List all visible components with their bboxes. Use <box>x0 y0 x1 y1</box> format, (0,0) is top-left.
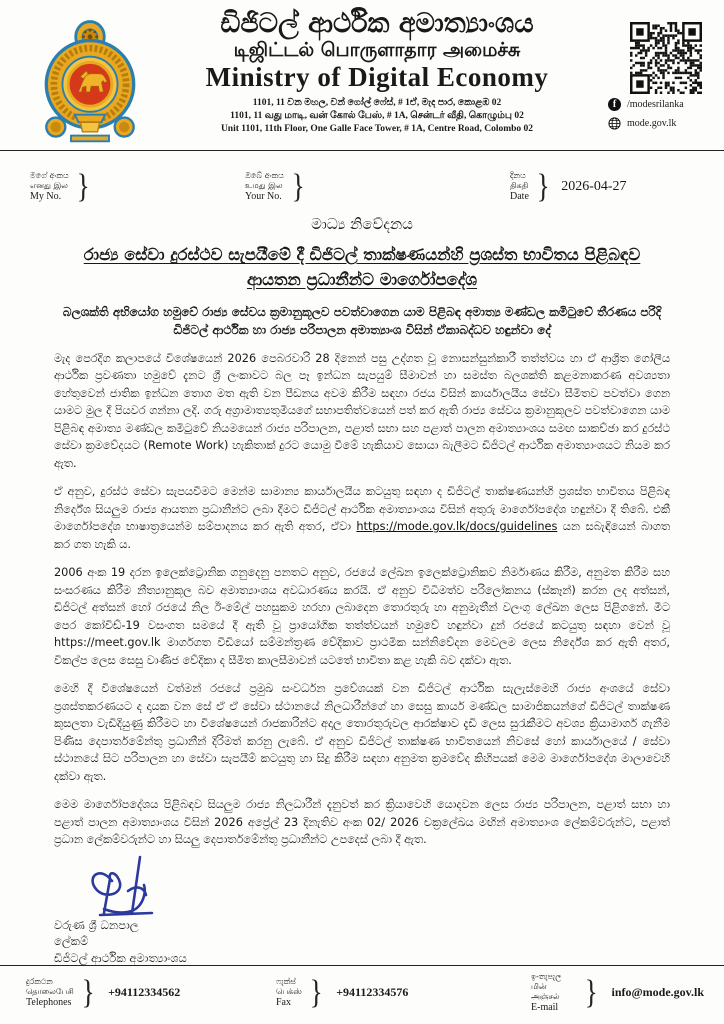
ministry-name-tamil: டிஜிட்டல் பொருளாதார அமைச்சு <box>233 39 521 62</box>
fax-label-english: Fax <box>276 996 291 1008</box>
date-label-english: Date <box>510 190 529 202</box>
date-value: 2026-04-27 <box>561 179 627 194</box>
signer-name: වරුණ ශ්‍රී ධනපාල <box>54 917 139 932</box>
facebook-handle: /modesrilanka <box>627 99 684 110</box>
fax-value: +94112334576 <box>336 985 409 1000</box>
paragraph-4: මෙහි දී විශේෂයෙන් වත්මන් රජයේ ප්‍රමුඛ සංවර්ධන ප්‍රවේශයක් වන ඩිජිටල් ආර්ථික සැලැස්මෙහි රාජ්‍ය අංශයේ සේවා ප්‍රශස්තකරණයට ද දායක වන සේ ඒ ඒ සේවා ස්ථානයේ නිලධාරීන්ගේ හා සෙසු කාර්ය මණ්ඩල සාමාජිකයන්ගේ ඩිජිටල් තාක්ෂණ කුසලතා වැඩිදියුණු කිරීමට හා විශේෂයෙන් රාජකාරින්ට අදාල තොරතුරුවල ආරක්ෂාව දැඩි ලෙස සුරැකීමට අවශ්‍ය ක්‍රියාමාර්ග ගැනීම පිණිස දෙපාර්තමේන්තු ප්‍රධානීන් දිරිමත් කරනු ලැබේ. ඒ අනුව ඩිජිටල් තාක්ෂණ භාවිතයෙන් නිවසේ හෝ කාර්යාලයේ / සේවා ස්ථානයේ සිට පරිපාලන හා සේවා සැපයීම් කටයුතු හා සිදු කිරීම සඳහා අනුමත ක්‍රමවේද කිහිපයක් මෙම මාර්ගෝපදේශ මාලාවෙහි දක්වා ඇත. <box>54 682 670 783</box>
my-no-field <box>30 161 245 213</box>
brace-glyph: } <box>291 168 305 205</box>
sri-lanka-emblem <box>33 14 147 146</box>
brace-glyph: } <box>309 973 323 1011</box>
your-no-field <box>245 161 510 213</box>
signer-position: ලේකම් <box>54 934 89 949</box>
paragraph-2 <box>54 483 670 553</box>
date-field <box>510 161 696 213</box>
guidelines-link[interactable]: https://mode.gov.lk/docs/guidelines <box>356 520 558 533</box>
my-no-label-sinhala: මගේ අංකය <box>30 170 69 180</box>
document-body <box>54 350 670 849</box>
fax-field <box>276 972 531 1015</box>
letterhead <box>0 0 724 150</box>
fax-label-sinhala: ෆැක්ස් <box>276 976 296 986</box>
paragraph-2-tail: යන සබැඳියෙන් බාගත කර ගත හැකි ය. <box>54 520 670 551</box>
document-subtitle: බලශක්ති අභියෝග හමුවේ රාජ්‍ය සේවය ක්‍රමානුකූලව පවත්වාගෙන යාම පිළිබඳ අමාත්‍ය මණ්ඩල කමිටුවේ තීරණය පරිදි ඩිජිටල් ආර්ථික හා රාජ්‍ය පරිපාලන අමාත්‍යාංශ විසින් ඒකාබද්ධව හඳුන්වා දේ <box>62 304 662 337</box>
my-no-label-tamil: எனது இல <box>30 180 68 190</box>
address-tamil: 1101, 11 வது மாடி, வன் கோல் பேஸ், # 1A, சென்டர் வீதி, கொழும்பு 02 <box>230 110 524 121</box>
signer-organization: ඩිජිටල් ආර්ථික අමාත්‍යාංශය <box>54 950 187 965</box>
email-label-sinhala: ඉ-තැපැල <box>531 971 562 981</box>
telephones-label-sinhala: දුරකථන <box>26 976 53 986</box>
facebook-icon: f <box>608 98 621 111</box>
handwritten-signature <box>82 851 202 923</box>
email-label-english: E-mail <box>531 1001 559 1013</box>
brace-glyph: } <box>81 973 95 1011</box>
date-label-tamil: திகதி <box>510 180 529 190</box>
website-url: mode.gov.lk <box>627 118 677 129</box>
document-title: රාජ්‍ය සේවා දුරස්ථව සැපයීමේ දී ඩිජිටල් තාක්ෂණයන්හි ප්‍රශස්ත භාවිතය පිළිබඳව ආයතන ප්‍රධානීන්ට මාර්ගෝපදේශ <box>83 245 641 289</box>
email-field <box>531 972 704 1015</box>
paragraph-1: මැද පෙරදිග කලාපයේ විශේෂයෙන් 2026 පෙබරවාරි 28 දිනෙන් පසු උද්ගත වූ නොසන්සුන්කාරී තත්ත්වය හා ඒ ආශ්‍රිත ගෝලීය ආර්ථික ප්‍රවණතා හමුවේ දැනට ශ්‍රී ලංකාවට බල පෑ ඉන්ධන සැපයුම් සීමාවන් හා සමස්ත බලශක්ති කළමනාකරණ අවශ්‍යතා හේතුවෙන් ජාතික ඉන්ධන තොග මත ඇති වන පීඩනය අවම කිරීම සඳහා රජය විසින් කාර්යාලයීය සේවා සීමිතව පවත්වා ගෙන යාමට මුල දී පියවර ගන්නා ලදි. ගරු අග්‍රාමාත්‍යතුමීයගේ සභාපතිත්වයෙන් පත් කර ඇති රාජ්‍ය සේවය ක්‍රමානුකූලව පවත්වාගෙන යාම පිළිබඳ අමාත්‍ය මණ්ඩල කමිටුවේ නියමයෙන් රාජ්‍ය පරිපාලන, පළාත් සභා සහ පළාත් පාලන අමාත්‍යාංශය සමඟ සාකච්ඡා කර දුරස්ථ සේවා ක්‍රමවේදයට (Remote Work) හැකිතාක් දුරට යොමු වීමේ හැකියාව සොයා බැලීමට ඩිජිටල් ආර්ථික අමාත්‍යාංශයට නියම කර ඇත. <box>54 351 670 470</box>
telephones-label-english: Telephones <box>26 996 72 1008</box>
address-english: Unit 1101, 11th Floor, One Galle Face Tower, # 1A, Centre Road, Colombo 02 <box>220 123 534 134</box>
your-no-label-tamil: உமது இல <box>245 180 283 190</box>
your-no-label-english: Your No. <box>245 190 282 202</box>
fax-label-tamil: பெக்ஸ் <box>276 986 302 996</box>
paragraph-2-text: ඒ අනුව, දුරස්ථ සේවා සැපයවීමට මෙන්ම සාමාන්‍ය කාර්යාලයීය කටයුතු සඳහා ද ඩිජිටල් තාක්ෂණයන්හි ප්‍රශස්ත භාවිතය පිළිබඳ නිර්දේශ සියලුම රාජ්‍ය ආයතන ප්‍රධානීන්ට ලබා දීමට ඩිජිටල් ආර්ථික අමාත්‍යාංශය විසින් අතුරු මාර්ගෝපදේශ හඳුන්වා දී තිබේ. එකී මාර්ගෝපදේශ භාෂාත්‍රයෙන්ම සම්පාදනය කර ඇති අතර, ඒවා <box>54 485 670 533</box>
telephones-value: +94112334562 <box>108 985 181 1000</box>
date-label-sinhala: දිනය <box>510 170 526 180</box>
signature-block <box>54 851 670 967</box>
email-label-tamil: மின் அஞ்சல் <box>531 981 560 1001</box>
my-no-label-english: My No. <box>30 190 62 202</box>
reference-row <box>0 151 724 213</box>
qr-code <box>630 22 702 94</box>
paragraph-3: 2006 අංක 19 දරන ඉලෙක්ට්‍රොනික ගනුදෙනු පනතට අනුව, රජයේ ලේඛන ඉලෙක්ට්‍රොනිකව නිර්මාණය කිරීම, අනුමත කිරීම සහ සංසරණය කිරීම නීත්‍යානුකූල බව අමාත්‍යාංශය අවධාරණය කරයි. ඒ අනුව විධිමත්ව පරිලෝකනය (ස්කෑන්) කරන ලද අත්සන්, ඩිජිටල් අත්සන් හෝ රජයේ නිල ඊ-මේල් පහසුකම හරහා ලබාදෙන තොරතුරු හා අනුමැතීන් වලංගු ලේඛන ලෙස පිළිගනේ. මීට පෙර කෝවිඩ්-19 වසංගත සමයේ දී ඇති වූ ප්‍රායෝගික තත්ත්වයන් හමුවේ හඳුන්වා දුන් රජයේ කටයුතු සඳහා වෙන් වූ https://meet.gov.lk මාර්ගගත වීඩියෝ සම්මන්ත්‍රණ වේදිකාව ප්‍රාථමික සන්නිවේදන මෙවලම ලෙස නිර්දේශ කර ඇති අතර, විකල්ප ලෙස සෙසු වාණිජ වේදිකා ද සීමිත කාලසීමාවන් යටතේ භාවිතා කළ හැකි බව දක්වා ඇත. <box>54 566 670 667</box>
ministry-name-sinhala: ඩිජිටල් ආර්ථික අමාත්‍යාංශය <box>220 8 534 39</box>
brace-glyph: } <box>536 168 550 205</box>
letter-footer <box>0 965 724 1024</box>
press-release-label: මාධ්‍ය නිවේදනය <box>311 215 413 233</box>
telephones-field <box>26 972 276 1015</box>
your-no-label-sinhala: ඔබේ අංකය <box>245 170 284 180</box>
brace-glyph: } <box>584 973 598 1011</box>
paragraph-5: මෙම මාර්ගෝපදේශය පිළිබඳව සියලුම රාජ්‍ය නිලධාරීන් දැනුවත් කර ක්‍රියාවෙහි යොදවන ලෙස රාජ්‍ය පරිපාලන, පළාත් සභා හා පළාත් පාලන අමාත්‍යාංශය විසින් 2026 අප්‍රේල් 23 දිනැතිව අංක 02/ 2026 චක්‍රලේඛය මඟින් අමාත්‍යාංශ ලේකම්වරුන්ට, පළාත් ප්‍රධාන ලේකම්වරුන්ට හා සියලු දෙපාර්තමේන්තු ප්‍රධානීන්ට උපදෙස් ලබා දී ඇත. <box>54 798 670 846</box>
brace-glyph: } <box>76 168 90 205</box>
address-sinhala: 1101, 11 වන මහල, වන් ගෝල් ෆේස්, # 1ඒ, මැද පාර, කොළඹ 02 <box>252 97 502 108</box>
globe-icon <box>608 117 621 130</box>
telephones-label-tamil: தொலைபேசி <box>26 986 74 996</box>
email-value: info@mode.gov.lk <box>611 985 704 1000</box>
ministry-name-english: Ministry of Digital Economy <box>205 61 549 92</box>
